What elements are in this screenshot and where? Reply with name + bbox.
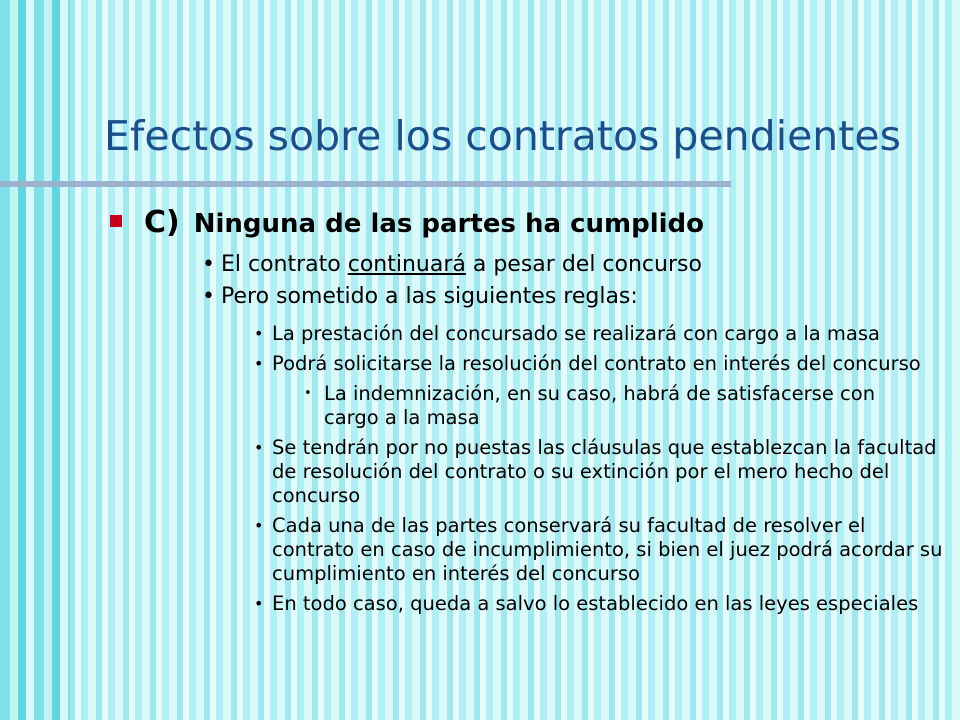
bullet-icon: •: [254, 354, 264, 373]
rule-item: [254, 514, 944, 586]
decorative-stripe-strip: [0, 0, 70, 720]
list-item: [202, 284, 702, 309]
bullet-icon: •: [254, 516, 264, 535]
rule-text: Podrá solicitarse la resolución del contrato en interés del concurso: [272, 352, 921, 375]
nested-item: [304, 382, 924, 430]
bullet-icon: •: [254, 594, 264, 613]
bullet-icon: •: [304, 386, 312, 401]
item-text-end: a pesar del concurso: [465, 252, 702, 277]
title-underline-bar: [0, 181, 731, 187]
nested-text: La indemnización, en su caso, habrá de satisfacerse con cargo a la masa: [324, 382, 876, 429]
nested-list: [304, 382, 924, 430]
rule-item: [254, 436, 944, 508]
rule-text: En todo caso, queda a salvo lo establecido en las leyes especiales: [272, 592, 919, 615]
rule-item: [254, 322, 944, 346]
square-bullet-icon: [110, 215, 122, 227]
bullet-icon: •: [254, 324, 264, 343]
bullet-icon: •: [202, 284, 215, 309]
slide-title: Efectos sobre los contratos pendientes: [104, 112, 901, 160]
heading-letter: C): [144, 205, 180, 240]
bullet-icon: •: [202, 252, 215, 277]
item-text: Pero sometido a las siguientes reglas:: [220, 284, 638, 309]
rule-item: [254, 352, 944, 430]
bullet-icon: •: [254, 438, 264, 457]
item-text-underlined: continuará: [347, 252, 466, 277]
rule-text: Se tendrán por no puestas las cláusulas que establezcan la facultad de resolución del contrato o su extinción por el mero hecho del concurso: [272, 436, 937, 507]
item-text-start: El contrato: [220, 252, 348, 277]
heading-text: Ninguna de las partes ha cumplido: [193, 209, 705, 239]
list-item: [202, 252, 702, 277]
rule-text: La prestación del concursado se realizará con cargo a la masa: [272, 322, 880, 345]
sub-bullet-list: [202, 252, 702, 316]
rule-item: [254, 592, 944, 616]
rules-list: [254, 322, 944, 622]
main-bullet: [110, 205, 704, 240]
rule-text: Cada una de las partes conservará su facultad de resolver el contrato en caso de incumplimiento, si bien el juez podrá acordar su cumplimiento en interés del concurso: [272, 514, 943, 585]
